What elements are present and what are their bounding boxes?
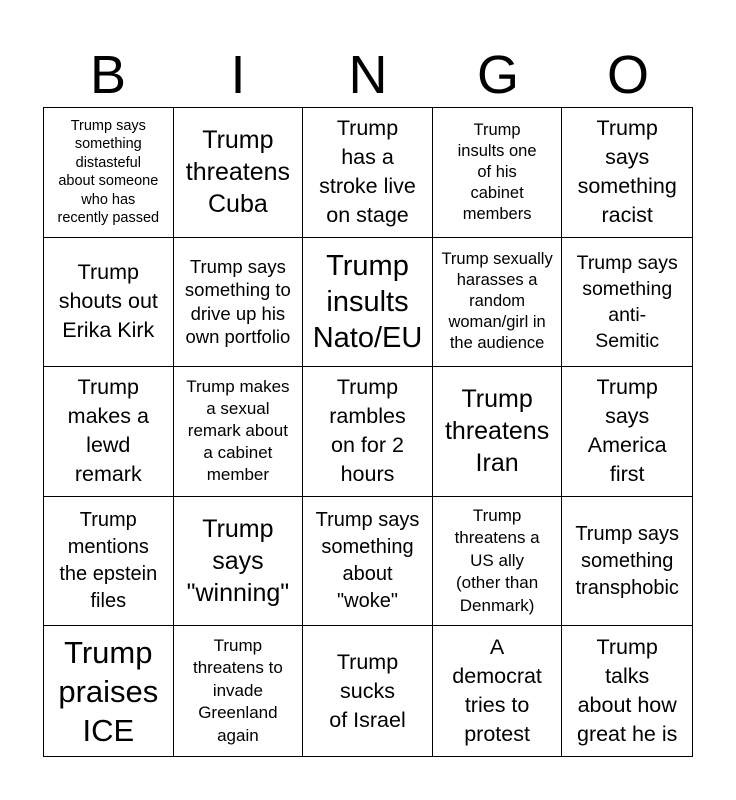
bingo-cell-r2c3[interactable] — [303, 238, 433, 368]
bingo-cell-text: Trump rambles on for 2 hours — [329, 375, 406, 487]
bingo-cell-r1c3[interactable] — [303, 108, 433, 238]
bingo-cell-text: Trump sexually harasses a random woman/girl in the audience — [441, 250, 553, 353]
bingo-cell-r3c2[interactable] — [174, 367, 304, 497]
bingo-cell-text: Trump says something distasteful about someone who has recently passed — [57, 117, 160, 227]
bingo-cell-text: Trump threatens Cuba — [185, 126, 291, 219]
bingo-cell-r5c4[interactable] — [433, 626, 563, 756]
bingo-cell-text: Trump threatens a US ally (other than Denmark) — [454, 505, 540, 615]
bingo-cell-r4c1[interactable] — [44, 497, 174, 627]
header-letter-b: B — [89, 45, 127, 105]
bingo-cell-r4c2[interactable] — [174, 497, 304, 627]
bingo-cell-text: Trump talks about how great he is — [576, 635, 678, 747]
bingo-cell-text: Trump shouts out Erika Kirk — [58, 260, 158, 343]
bingo-cell-r3c4[interactable] — [433, 367, 563, 497]
bingo-cell-text: Trump mentions the epstein files — [59, 509, 158, 613]
bingo-cell-text: Trump says America first — [587, 375, 667, 487]
bingo-cell-r5c5[interactable] — [562, 626, 692, 756]
bingo-cell-text: A democrat tries to protest — [452, 635, 542, 747]
bingo-cell-text: Trump insults one of his cabinet members — [457, 120, 537, 223]
bingo-cell-r2c5[interactable] — [562, 238, 692, 368]
header-letter-i: I — [230, 45, 246, 105]
bingo-cell-text: Trump insults Nato/EU — [312, 249, 423, 354]
bingo-cell-text: Trump says "winning" — [186, 515, 290, 608]
bingo-cell-r2c2[interactable] — [174, 238, 304, 368]
bingo-cell-r4c5[interactable] — [562, 497, 692, 627]
header-letter-n: N — [348, 45, 388, 105]
bingo-cell-r5c1[interactable] — [44, 626, 174, 756]
bingo-cell-text: Trump says something anti- Semitic — [576, 251, 678, 352]
header-letter-g: G — [476, 45, 519, 105]
bingo-cell-text: Trump threatens to invade Greenland again — [193, 635, 283, 745]
bingo-cell-text: Trump threatens Iran — [444, 385, 550, 478]
bingo-cell-r4c3[interactable] — [303, 497, 433, 627]
bingo-header — [43, 44, 693, 106]
bingo-cell-r3c3[interactable] — [303, 367, 433, 497]
bingo-cell-r3c5[interactable] — [562, 367, 692, 497]
bingo-cell-r3c1[interactable] — [44, 367, 174, 497]
bingo-cell-r4c4[interactable] — [433, 497, 563, 627]
header-letter-o: O — [606, 45, 649, 105]
bingo-cell-text: Trump has a stroke live on stage — [319, 116, 416, 228]
bingo-cell-text: Trump sucks of Israel — [329, 649, 406, 732]
bingo-cell-r2c4[interactable] — [433, 238, 563, 368]
bingo-cell-r1c1[interactable] — [44, 108, 174, 238]
bingo-cell-r1c5[interactable] — [562, 108, 692, 238]
bingo-cell-text: Trump says something transphobic — [575, 522, 680, 599]
bingo-cell-r1c2[interactable] — [174, 108, 304, 238]
bingo-cell-text: Trump praises ICE — [58, 634, 159, 748]
bingo-cell-r2c1[interactable] — [44, 238, 174, 368]
bingo-cell-text: Trump makes a sexual remark about a cabinet member — [186, 377, 290, 485]
bingo-cell-text: Trump makes a lewd remark — [67, 375, 149, 487]
bingo-cell-text: Trump says something about "woke" — [315, 509, 420, 613]
bingo-cell-r1c4[interactable] — [433, 108, 563, 238]
bingo-cell-text: Trump says something to drive up his own portfolio — [184, 255, 291, 348]
bingo-cell-text: Trump says something racist — [577, 116, 677, 228]
bingo-board — [43, 107, 693, 757]
bingo-cell-r5c2[interactable] — [174, 626, 304, 756]
bingo-cell-r5c3[interactable] — [303, 626, 433, 756]
